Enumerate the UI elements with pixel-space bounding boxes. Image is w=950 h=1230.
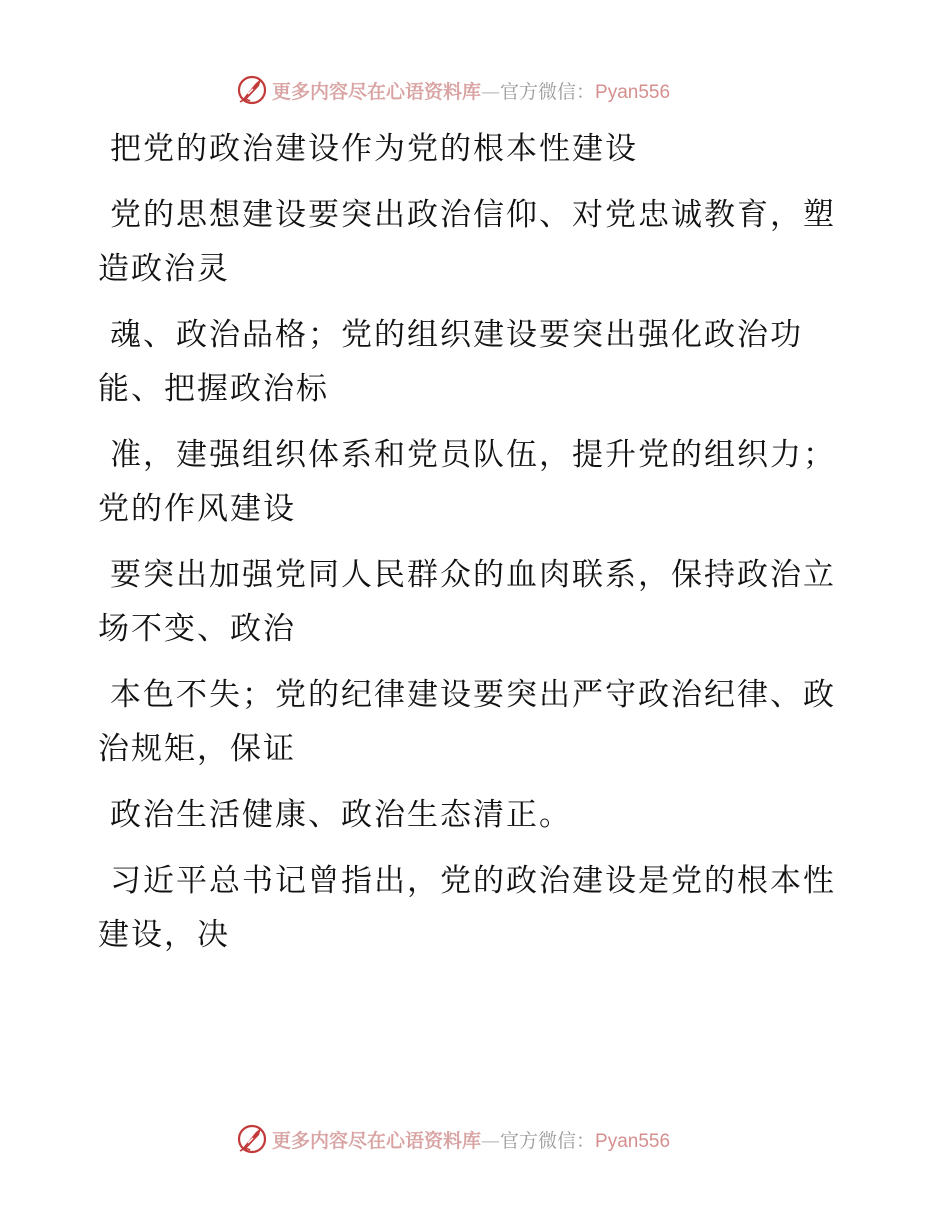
- body-paragraph-2: 党的思想建设要突出政治信仰、对党忠诚教育，塑造政治灵: [98, 197, 836, 287]
- footer-banner: [236, 1122, 716, 1156]
- header-banner-main: 更多内容尽在心语资料库: [272, 80, 482, 103]
- footer-banner-wechat-id: Pyan556: [595, 1130, 671, 1152]
- footer-banner-text: [272, 1126, 670, 1153]
- body-paragraph-7: 政治生活健康、政治生态清正。: [110, 797, 572, 833]
- body-paragraph-8: 习近平总书记曾指出，党的政治建设是党的根本性建设，决: [98, 863, 836, 953]
- quill-pen-logo-icon: [236, 74, 268, 106]
- body-paragraph-6: 本色不失；党的纪律建设要突出严守政治纪律、政治规矩，保证: [98, 677, 836, 767]
- footer-banner-separator: —: [481, 1129, 501, 1152]
- document-body: [98, 122, 838, 974]
- header-banner-wechat-label: 官方微信：: [500, 80, 596, 103]
- body-paragraph-4: 准，建强组织体系和党员队伍，提升党的组织力；党的作风建设: [98, 437, 836, 527]
- footer-banner-main: 更多内容尽在心语资料库: [272, 1129, 482, 1152]
- body-paragraph-5: 要突出加强党同人民群众的血肉联系，保持政治立场不变、政治: [98, 557, 836, 647]
- quill-pen-logo-icon: [236, 1123, 268, 1155]
- footer-banner-wechat-label: 官方微信：: [500, 1129, 596, 1152]
- header-banner-text: [272, 77, 670, 104]
- body-paragraph-3: 魂、政治品格；党的组织建设要突出强化政治功能、把握政治标: [98, 317, 803, 407]
- body-paragraph-1: 把党的政治建设作为党的根本性建设: [110, 131, 638, 167]
- header-banner: [236, 73, 716, 107]
- header-banner-wechat-id: Pyan556: [595, 81, 671, 103]
- header-banner-separator: —: [481, 80, 501, 103]
